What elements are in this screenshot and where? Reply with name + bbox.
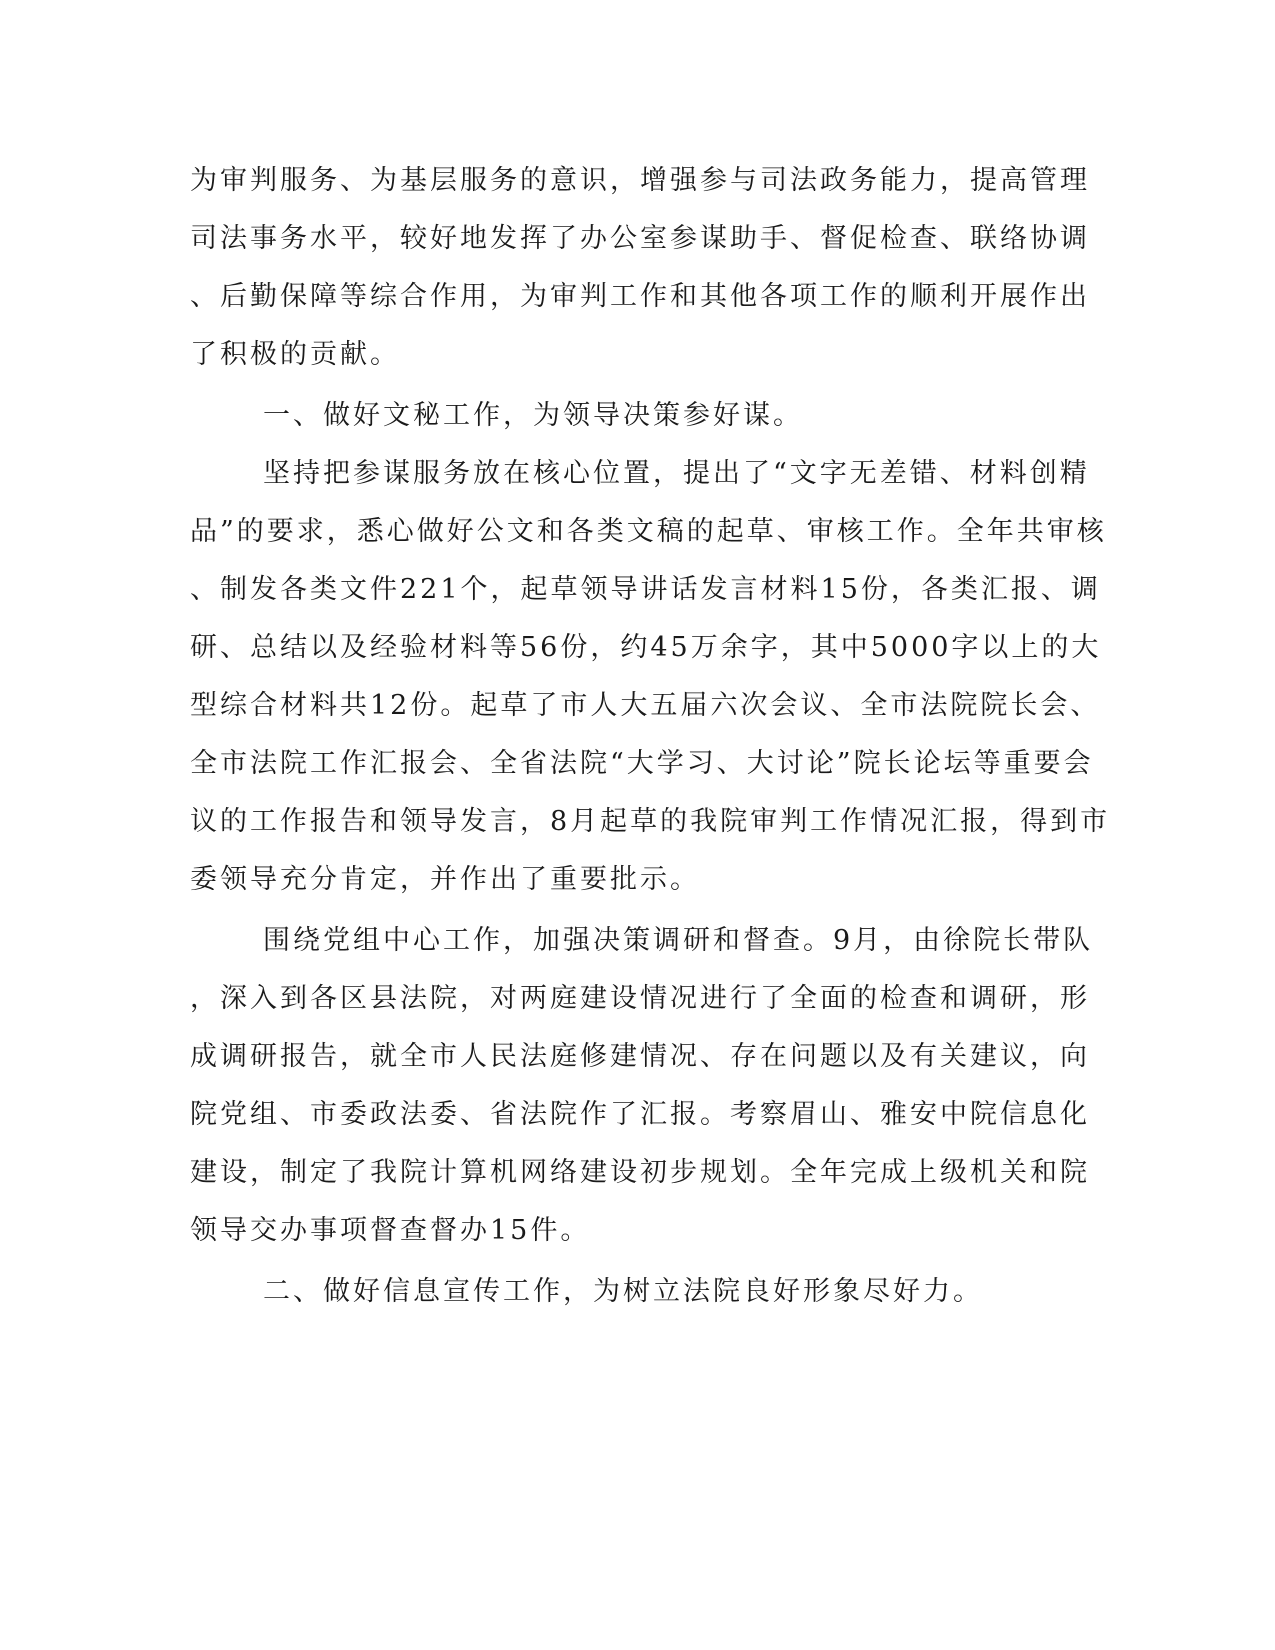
text-line: 院党组、市委政法委、省法院作了汇报。考察眉山、雅安中院信息化 bbox=[190, 1099, 1090, 1130]
text-line: 成调研报告，就全市人民法庭修建情况、存在问题以及有关建议，向 bbox=[190, 1041, 1090, 1072]
text-line: 议的工作报告和领导发言，8月起草的我院审判工作情况汇报，得到市 bbox=[190, 806, 1111, 837]
text-line: 围绕党组中心工作，加强决策调研和督查。9月，由徐院长带队 bbox=[263, 925, 1094, 956]
text-line: 司法事务水平，较好地发挥了办公室参谋助手、督促检查、联络协调 bbox=[190, 223, 1090, 254]
text-line: 为审判服务、为基层服务的意识，增强参与司法政务能力，提高管理 bbox=[190, 165, 1090, 196]
text-line: 委领导充分肯定，并作出了重要批示。 bbox=[190, 864, 700, 895]
text-line: 建设，制定了我院计算机网络建设初步规划。全年完成上级机关和院 bbox=[190, 1157, 1090, 1188]
text-line: 领导交办事项督查督办15件。 bbox=[190, 1215, 591, 1246]
section-heading: 一、做好文秘工作，为领导决策参好谋。 bbox=[263, 400, 803, 431]
section-heading: 二、做好信息宣传工作，为树立法院良好形象尽好力。 bbox=[263, 1276, 983, 1307]
text-line: ，深入到各区县法院，对两庭建设情况进行了全面的检查和调研，形 bbox=[190, 983, 1090, 1014]
text-line: 了积极的贡献。 bbox=[190, 339, 400, 370]
text-line: 品”的要求，悉心做好公文和各类文稿的起草、审核工作。全年共审核 bbox=[190, 516, 1107, 547]
text-line: 型综合材料共12份。起草了市人大五届六次会议、全市法院院长会、 bbox=[190, 690, 1101, 721]
text-line: 、后勤保障等综合作用，为审判工作和其他各项工作的顺利开展作出 bbox=[190, 281, 1090, 312]
text-line: 全市法院工作汇报会、全省法院“大学习、大讨论”院长论坛等重要会 bbox=[190, 748, 1094, 779]
text-line: 、制发各类文件221个，起草领导讲话发言材料15份，各类汇报、调 bbox=[190, 574, 1101, 605]
text-line: 坚持把参谋服务放在核心位置，提出了“文字无差错、材料创精 bbox=[263, 458, 1090, 489]
text-line: 研、总结以及经验材料等56份，约45万余字，其中5000字以上的大 bbox=[190, 632, 1102, 663]
